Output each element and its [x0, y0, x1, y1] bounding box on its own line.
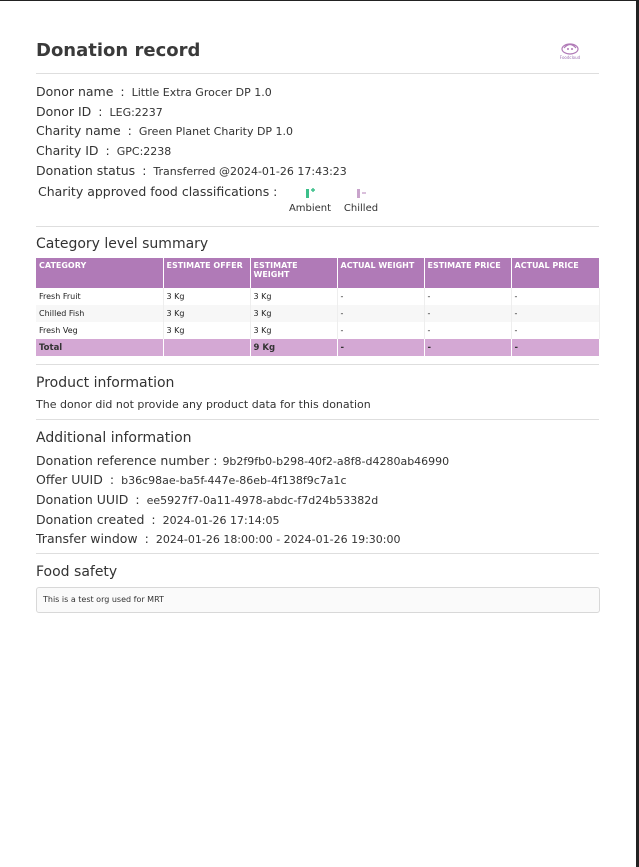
- separator: :: [135, 492, 140, 507]
- separator: :: [142, 163, 147, 178]
- donation-reference-value: 9b2f9fb0-b298-40f2-a8f8-d4280ab46990: [222, 455, 450, 468]
- offer-uuid-row: [36, 472, 347, 487]
- donor-id-value: LEG:2237: [109, 106, 163, 119]
- total-cell: [163, 339, 250, 356]
- window-top-border: [0, 0, 639, 1]
- approved-classifications-label: Charity approved food classifications :: [38, 184, 278, 199]
- product-information-text: The donor did not provide any product data for this donation: [36, 398, 371, 411]
- classification-chilled: [341, 186, 381, 214]
- brand-logo: [555, 40, 585, 64]
- table-cell: -: [511, 322, 599, 339]
- divider: [36, 553, 599, 554]
- table-cell: Chilled Fish: [36, 305, 163, 322]
- donation-reference-row: [36, 453, 449, 468]
- donation-created-label: Donation created: [36, 512, 145, 527]
- table-cell: 3 Kg: [250, 288, 337, 305]
- donor-name-row: [36, 84, 272, 99]
- donation-reference-label: Donation reference number: [36, 453, 210, 468]
- table-cell: -: [337, 322, 424, 339]
- title-row: [36, 40, 599, 70]
- table-cell: -: [424, 305, 511, 322]
- table-cell: Fresh Veg: [36, 322, 163, 339]
- category-summary-title: Category level summary: [36, 236, 209, 252]
- donation-status-value: Transferred @2024-01-26 17:43:23: [153, 165, 347, 178]
- separator: :: [120, 84, 125, 99]
- divider: [36, 419, 599, 420]
- table-cell: Fresh Fruit: [36, 288, 163, 305]
- donation-status-label: Donation status: [36, 163, 136, 178]
- donor-name-label: Donor name: [36, 84, 114, 99]
- divider: [36, 226, 599, 227]
- table-header-row: [36, 258, 599, 288]
- charity-id-label: Charity ID: [36, 143, 99, 158]
- table-cell: 3 Kg: [250, 305, 337, 322]
- separator: :: [213, 453, 218, 468]
- table-row: [36, 305, 599, 322]
- category-summary-table: [36, 258, 600, 356]
- column-header-actual-weight: ACTUAL WEIGHT: [337, 258, 424, 288]
- table-cell: 3 Kg: [163, 288, 250, 305]
- divider: [36, 73, 599, 74]
- table-cell: -: [424, 322, 511, 339]
- column-header-actual-price: ACTUAL PRICE: [511, 258, 599, 288]
- table-row: [36, 288, 599, 305]
- donor-id-row: [36, 104, 163, 119]
- transfer-window-label: Transfer window: [36, 531, 138, 546]
- column-header-estimate-price: ESTIMATE PRICE: [424, 258, 511, 288]
- product-information-title: Product information: [36, 375, 175, 391]
- charity-id-value: GPC:2238: [116, 145, 172, 158]
- charity-name-label: Charity name: [36, 123, 121, 138]
- brand-logo-text: Foodcloud: [559, 55, 581, 60]
- brand-logo-icon: [555, 40, 585, 56]
- transfer-window-row: [36, 531, 401, 546]
- classification-ambient-label: Ambient: [288, 203, 332, 214]
- page-title: Donation record: [36, 40, 201, 61]
- additional-information-title: Additional information: [36, 430, 192, 446]
- table-cell: 3 Kg: [163, 322, 250, 339]
- transfer-window-value: 2024-01-26 18:00:00 - 2024-01-26 19:30:00: [155, 533, 401, 546]
- donation-created-row: [36, 512, 279, 527]
- donation-uuid-label: Donation UUID: [36, 492, 129, 507]
- column-header-estimate-offer: ESTIMATE OFFER: [163, 258, 250, 288]
- separator: :: [105, 143, 110, 158]
- table-cell: -: [337, 288, 424, 305]
- column-header-estimate-weight: ESTIMATE WEIGHT: [250, 258, 337, 288]
- table-cell: -: [511, 305, 599, 322]
- table-cell: 3 Kg: [163, 305, 250, 322]
- charity-name-value: Green Planet Charity DP 1.0: [138, 125, 294, 138]
- donation-status-row: [36, 163, 347, 178]
- charity-id-row: [36, 143, 171, 158]
- donation-uuid-row: [36, 492, 378, 507]
- offer-uuid-value: b36c98ae-ba5f-447e-86eb-4f138f9c7a1c: [121, 474, 347, 487]
- table-cell: -: [511, 288, 599, 305]
- table-cell: 3 Kg: [250, 322, 337, 339]
- offer-uuid-label: Offer UUID: [36, 472, 103, 487]
- total-cell: Total: [36, 339, 163, 356]
- total-cell: -: [337, 339, 424, 356]
- divider: [36, 364, 599, 365]
- separator: :: [127, 123, 132, 138]
- separator: :: [151, 512, 156, 527]
- chilled-icon: [354, 186, 368, 200]
- classification-chilled-label: Chilled: [343, 203, 379, 214]
- food-safety-text: This is a test org used for MRT: [43, 595, 164, 604]
- ambient-icon: [303, 186, 317, 200]
- donor-id-label: Donor ID: [36, 104, 92, 119]
- donation-created-value: 2024-01-26 17:14:05: [162, 514, 280, 527]
- separator: :: [98, 104, 103, 119]
- donation-uuid-value: ee5927f7-0a11-4978-abdc-f7d24b53382d: [146, 494, 379, 507]
- table-cell: -: [337, 305, 424, 322]
- separator: :: [144, 531, 149, 546]
- table-row: [36, 322, 599, 339]
- food-safety-box: [36, 587, 600, 613]
- food-safety-title: Food safety: [36, 564, 118, 580]
- table-total-row: [36, 339, 599, 356]
- classification-ambient: [288, 186, 332, 214]
- total-cell: -: [511, 339, 599, 356]
- separator: :: [109, 472, 115, 487]
- column-header-category: CATEGORY: [36, 258, 163, 288]
- charity-name-row: [36, 123, 293, 138]
- total-cell: 9 Kg: [250, 339, 337, 356]
- table-cell: -: [424, 288, 511, 305]
- total-cell: -: [424, 339, 511, 356]
- donor-name-value: Little Extra Grocer DP 1.0: [131, 86, 272, 99]
